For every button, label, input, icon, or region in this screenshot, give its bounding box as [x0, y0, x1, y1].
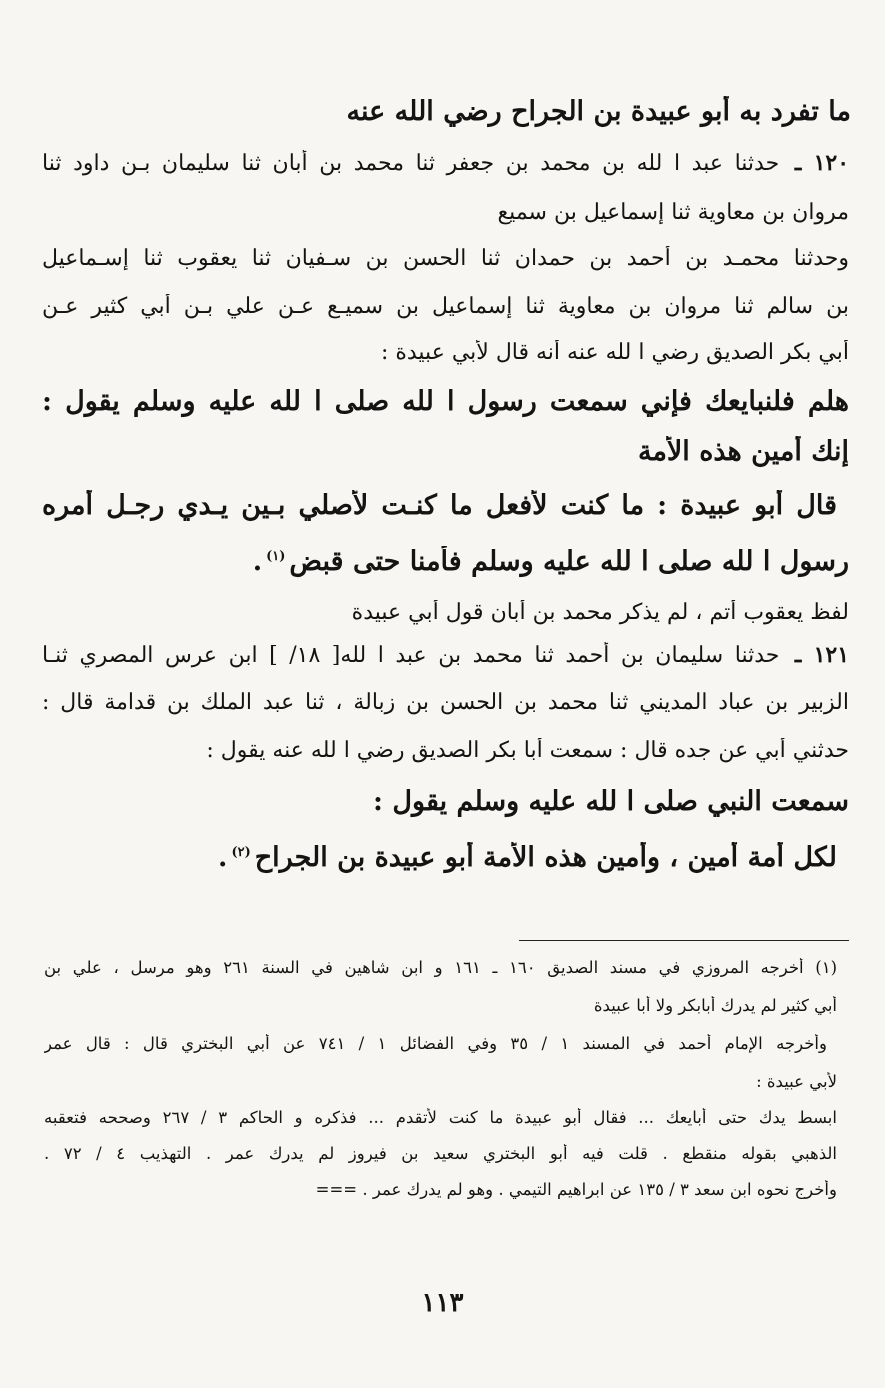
hadith-120-line-4: بن سالم ثنا مروان بن معاوية ثنا إسماعيل بن سميـع عـن علي بـن أبي كثير عـن [42, 294, 849, 319]
period: . [218, 842, 228, 873]
period: . [252, 546, 263, 577]
hadith-120-matn-4 [42, 546, 849, 578]
footnote-marker-2: (٢) [231, 845, 251, 860]
text-line: حدثنا سليمان بن أحمد ثنا محمد بن عبد ا لله[ ١٨/ ] ابن عرس المصري ثنـا [42, 643, 780, 668]
hadith-121-line-3: حدثني أبي عن جده قال : سمعت أبا بكر الصديق رضي ا لله عنه يقول : [206, 738, 849, 763]
footnote-marker-1: (١) [266, 549, 286, 564]
hadith-121-matn-1: سمعت النبي صلى ا لله عليه وسلم يقول : [373, 786, 849, 817]
footnote-2-line-5: وأخرج نحوه ابن سعد ٣ / ١٣٥ عن ابراهيم التيمي . وهو لم يدرك عمر . === [315, 1180, 837, 1199]
footnote-2-line-1: وأخرجه الإمام أحمد في المسند ١ / ٣٥ وفي الفضائل ١ / ٧٤١ عن أبي البختري قال : قال عمر [44, 1034, 827, 1053]
text-line: حدثنا عبد ا لله بن محمد بن جعفر ثنا محمد بن أبان ثنا سليمان بـن داود ثنا [42, 151, 780, 176]
hadith-number-120: ١٢٠ ـ [794, 150, 849, 176]
hadith-120-line-1 [42, 150, 849, 177]
text-line: لكل أمة أمين ، وأمين هذه الأمة أبو عبيدة بن الجراح [254, 842, 837, 873]
text-line: رسول ا لله صلى ا لله عليه وسلم فأمنا حتى قبض [289, 546, 849, 577]
hadith-120-line-2: مروان بن معاوية ثنا إسماعيل بن سميع [497, 200, 849, 225]
footnote-1-line-1: (١) أخرجه المروزي في مسند الصديق ١٦٠ ـ ١٦١ و ابن شاهين في السنة ٢٦١ وهو مرسل ، علي بن [44, 958, 837, 977]
hadith-120-matn-3: قال أبو عبيدة : ما كنت لأفعل ما كنـت لأصلي بـين يـدي رجـل أمره [42, 490, 837, 521]
hadith-121-line-2: الزبير بن عباد المديني ثنا محمد بن الحسن بن زبالة ، ثنا عبد الملك بن قدامة قال : [42, 690, 849, 715]
hadith-121-line-1 [42, 642, 849, 669]
footnote-divider [519, 940, 849, 941]
footnote-2-line-3: ابسط يدك حتى أبايعك ... فقال أبو عبيدة ما كنت لأتقدم ... فذكره و الحاكم ٣ / ٢٦٧ وصححه فتعقبه [44, 1108, 837, 1127]
page-number: ١١٣ [421, 1288, 464, 1318]
section-title: ما تفرد به أبو عبيدة بن الجراح رضي الله عنه [346, 96, 851, 127]
footnote-2-line-4: الذهبي بقوله منقطع . قلت فيه أبو البختري سعيد بن فيروز لم يدرك عمر . التهذيب ٤ / ٧٢ . [44, 1144, 837, 1163]
footnote-2-line-2: لأبي عبيدة : [756, 1072, 837, 1091]
hadith-120-matn-1: هلم فلنبايعك فإني سمعت رسول ا لله صلى ا لله عليه وسلم يقول : [42, 386, 849, 417]
hadith-120-note: لفظ يعقوب أتم ، لم يذكر محمد بن أبان قول أبي عبيدة [351, 600, 849, 625]
hadith-120-line-3: وحدثنا محمـد بن أحمد بن حمدان ثنا الحسن بن سـفيان ثنا يعقوب ثنا إسـماعيل [42, 246, 849, 271]
hadith-121-matn-2 [42, 842, 837, 874]
footnote-1-line-2: أبي كثير لم يدرك أبابكر ولا أبا عبيدة [593, 996, 837, 1015]
hadith-120-line-5: أبي بكر الصديق رضي ا لله عنه أنه قال لأبي عبيدة : [380, 340, 849, 365]
hadith-number-121: ١٢١ ـ [794, 642, 849, 668]
hadith-120-matn-2: إنك أمين هذه الأمة [637, 436, 849, 467]
